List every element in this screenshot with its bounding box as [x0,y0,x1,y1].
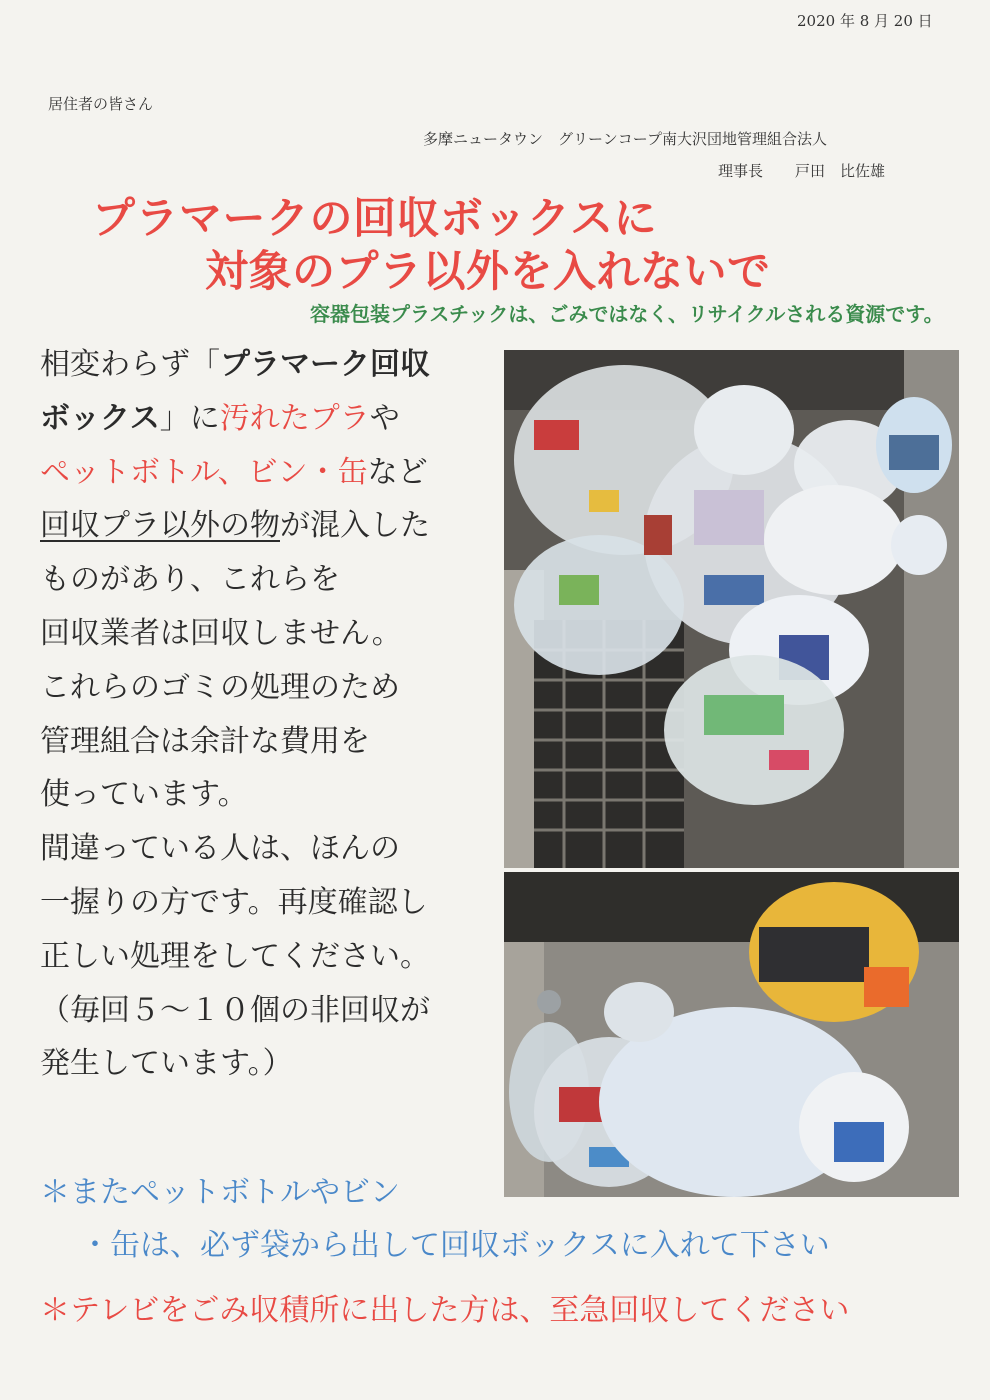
body-emphasis: ボックス [40,400,160,436]
body-text [40,338,490,1091]
body-line: 間違っている人は、ほんの [40,831,400,867]
body-fragment: 相変わらず「 [40,347,220,382]
body-line: 正しい処理をしてください。 [40,938,430,974]
body-line: ものがあり、これらを [40,562,340,598]
chairman-title: 理事長 [718,162,764,180]
body-fragment: が混入した [280,508,430,544]
body-line [40,338,490,392]
photo-collection-box-bottom [504,872,959,1197]
body-line [40,446,490,500]
addressee: 居住者の皆さん [48,95,154,113]
body-highlight-red: 汚れたプラ [219,400,370,436]
body-line: これらのゴミの処理のため [40,669,400,705]
chairman-signature [718,160,885,181]
body-highlight-red: ペットボトル、ビン・缶 [40,454,368,490]
body-line: 発生しています。） [40,1046,293,1082]
body-line: 管理組合は余計な費用を [40,723,370,759]
body-line [40,499,490,553]
note-pet-bottles: ＊またペットボトルやビン [40,1175,400,1210]
body-line: 回収業者は回収しません。 [40,615,402,651]
title-line-1: プラマークの回収ボックスに [92,194,658,244]
notice-date: 2020 年 8 月 20 日 [797,12,933,30]
photo-collection-box-top [504,350,959,868]
body-emphasis: プラマーク回収 [220,347,430,382]
organization-name: 多摩ニュータウン グリーンコープ南大沢団地管理組合法人 [423,130,827,148]
body-underlined: 回収プラ以外の物 [40,508,280,544]
body-line: 使っています。 [40,777,248,813]
body-fragment: など [367,454,428,490]
body-fragment: 」に [159,400,220,436]
note-cans: ・缶は、必ず袋から出して回収ボックスに入れて下さい [80,1228,830,1263]
body-line: （毎回５～１０個の非回収が [40,992,430,1028]
body-line [40,392,490,446]
chairman-name: 戸田 比佐雄 [795,162,886,180]
subtitle: 容器包装プラスチックは、ごみではなく、リサイクルされる資源です。 [310,302,944,326]
note-tv: ＊テレビをごみ収積所に出した方は、至急回収してください [40,1293,850,1328]
body-line: 一握りの方です。再度確認し [40,884,428,920]
body-fragment: や [369,400,400,436]
title-line-2: 対象のプラ以外を入れないで [205,247,771,297]
